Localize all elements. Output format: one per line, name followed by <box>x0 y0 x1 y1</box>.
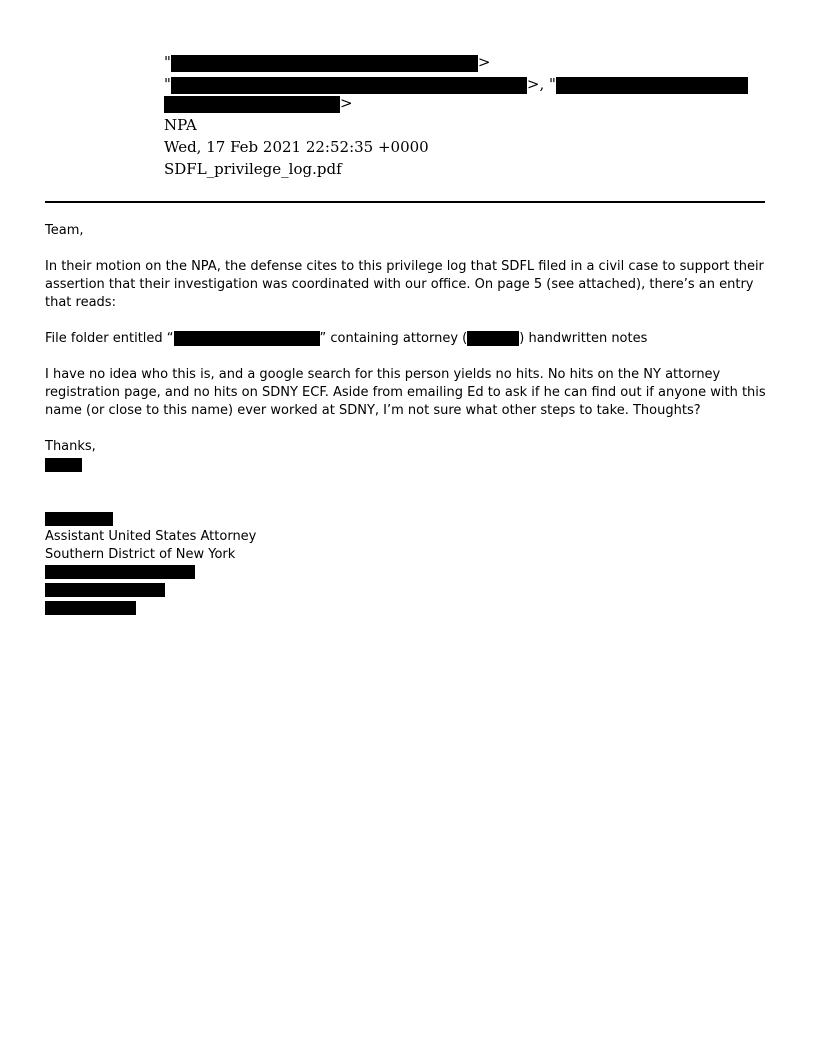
greeting: Team, <box>45 223 84 238</box>
redaction-sender-initials <box>45 458 82 472</box>
redaction-attorney <box>467 331 519 346</box>
redaction-from <box>171 55 478 72</box>
log-entry-quote: File folder entitled “ ” containing attorney ( ) handwritten notes <box>45 331 648 346</box>
signature-block <box>45 458 256 615</box>
redaction-email <box>45 601 136 615</box>
closing: Thanks, <box>45 439 96 454</box>
subject-value: NPA <box>164 116 197 134</box>
date-value: Wed, 17 Feb 2021 22:52:35 +0000 <box>164 138 429 156</box>
header-divider <box>45 201 765 203</box>
signature-title: Assistant United States Attorney <box>45 529 257 544</box>
paragraph-2: I have no idea who this is, and a google search for this person yields no hits. No hits on the NY attorney registration page, and no hits on SDNY ECF. Aside from emailing Ed to ask if he can find out if anyone with this name (or close to this name) ever worked at SDNY, I’m not sure what other steps to take. Thoughts? <box>45 367 766 418</box>
email-body <box>45 222 775 474</box>
signature-office: Southern District of New York <box>45 547 236 562</box>
redaction-to-3 <box>164 96 340 113</box>
redaction-to-2 <box>556 77 748 94</box>
redaction-address <box>45 565 195 579</box>
redaction-phone <box>45 583 165 597</box>
from-value: " > <box>164 53 491 71</box>
to-value: " >, " <box>164 74 748 94</box>
paragraph-1: In their motion on the NPA, the defense cites to this privilege log that SDFL filed in a civil case to support their assertion that their investigation was coordinated with our office. On page 5 (see attached), there’s an entry that reads: <box>45 259 764 310</box>
to-value-continued: > <box>164 93 353 113</box>
redaction-to-1 <box>171 77 527 94</box>
attachment-link[interactable]: SDFL_privilege_log.pdf <box>164 160 342 178</box>
redaction-sender-name <box>45 512 113 526</box>
redaction-folder-name <box>174 331 320 346</box>
